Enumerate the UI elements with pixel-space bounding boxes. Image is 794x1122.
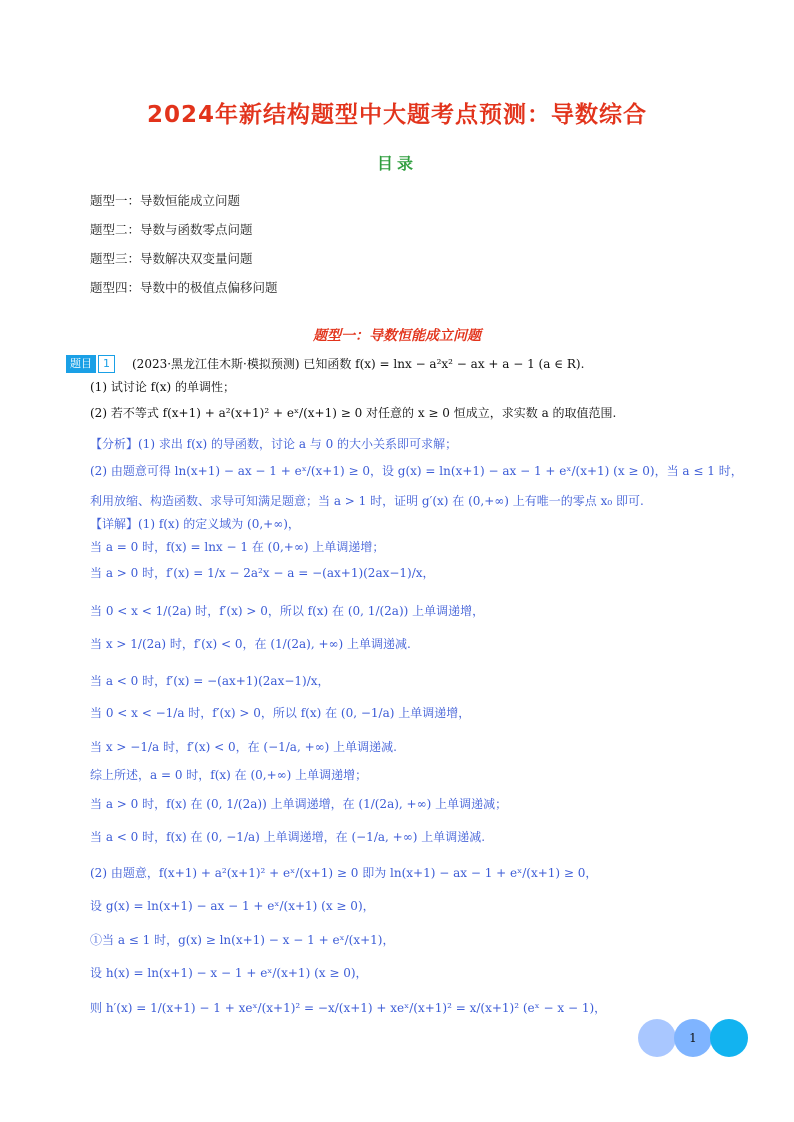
problem-badge-label: 题目: [66, 355, 96, 373]
toc-item-2[interactable]: 题型二：导数与函数零点问题: [90, 222, 253, 237]
solution-line: 设 h(x) = ln(x+1) − x − 1 + eˣ/(x+1) (x ≥ 0)，: [90, 966, 368, 980]
page-badge-circle: [638, 1019, 676, 1057]
solution-line: 则 h′(x) = 1/(x+1) − 1 + xeˣ/(x+1)² = −x/(x+1) + xeˣ/(x+1)² = x/(x+1)² (eˣ − x − 1)，: [90, 1001, 607, 1015]
solution-line: 当 0 < x < −1/a 时，f′(x) > 0，所以 f(x) 在 (0, −1/a) 上单调递增，: [90, 706, 471, 720]
solution-line: 利用放缩、构造函数、求导可知满足题意；当 a > 1 时，证明 g′(x) 在 (0,+∞) 上有唯一的零点 x₀ 即可.: [90, 494, 644, 508]
problem-intro: (2023·黑龙江佳木斯·模拟预测) 已知函数 f(x) = lnx − a²x² − ax + a − 1 (a ∈ R).: [132, 357, 585, 371]
solution-line: 当 a > 0 时，f′(x) = 1/x − 2a²x − a = −(ax+1)(2ax−1)/x，: [90, 566, 435, 580]
solution-line: 当 a > 0 时，f(x) 在 (0, 1/(2a)) 上单调递增，在 (1/(2a), +∞) 上单调递减；: [90, 797, 508, 811]
solution-line: 设 g(x) = ln(x+1) − ax − 1 + eˣ/(x+1) (x ≥ 0)，: [90, 899, 375, 913]
toc-item-3[interactable]: 题型三：导数解决双变量问题: [90, 251, 253, 266]
page-number-badge: [636, 1018, 751, 1058]
solution-line: 当 a < 0 时，f′(x) = −(ax+1)(2ax−1)/x，: [90, 674, 330, 688]
problem-badge: [66, 355, 115, 373]
toc-heading: 目录: [376, 154, 417, 173]
problem-part-2: (2) 若不等式 f(x+1) + a²(x+1)² + eˣ/(x+1) ≥ 0 对任意的 x ≥ 0 恒成立，求实数 a 的取值范围.: [90, 406, 617, 420]
solution-line: 【详解】(1) f(x) 的定义域为 (0,+∞)，: [90, 517, 300, 531]
solution-line: ①当 a ≤ 1 时，g(x) ≥ ln(x+1) − x − 1 + eˣ/(x+1)，: [90, 933, 395, 947]
solution-line: 当 x > 1/(2a) 时，f′(x) < 0，在 (1/(2a), +∞) 上单调递减.: [90, 637, 411, 651]
toc-item-1[interactable]: 题型一：导数恒能成立问题: [90, 193, 241, 208]
solution-line: 【分析】(1) 求出 f(x) 的导函数，讨论 a 与 0 的大小关系即可求解；: [90, 437, 458, 451]
problem-badge-number: 1: [98, 355, 115, 373]
page-badge-circle: [710, 1019, 748, 1057]
toc-item-4[interactable]: 题型四：导数中的极值点偏移问题: [90, 280, 278, 295]
solution-line: (2) 由题意可得 ln(x+1) − ax − 1 + eˣ/(x+1) ≥ 0，设 g(x) = ln(x+1) − ax − 1 + eˣ/(x+1) (x ≥ 0)，当 a ≤ 1 时，: [90, 464, 743, 478]
section-heading: 题型一：导数恒能成立问题: [313, 328, 481, 344]
problem-part-1: (1) 试讨论 f(x) 的单调性；: [90, 380, 236, 394]
solution-line: 当 0 < x < 1/(2a) 时，f′(x) > 0，所以 f(x) 在 (0, 1/(2a)) 上单调递增，: [90, 604, 485, 618]
document-title: 2024年新结构题型中大题考点预测：导数综合: [146, 102, 647, 128]
solution-line: (2) 由题意，f(x+1) + a²(x+1)² + eˣ/(x+1) ≥ 0 即为 ln(x+1) − ax − 1 + eˣ/(x+1) ≥ 0，: [90, 866, 598, 880]
page-number: 1: [689, 1031, 697, 1045]
solution-line: 当 a < 0 时，f(x) 在 (0, −1/a) 上单调递增，在 (−1/a, +∞) 上单调递减.: [90, 830, 486, 844]
solution-line: 当 a = 0 时，f(x) = lnx − 1 在 (0,+∞) 上单调递增；: [90, 540, 385, 554]
solution-line: 当 x > −1/a 时，f′(x) < 0，在 (−1/a, +∞) 上单调递减.: [90, 740, 397, 754]
solution-line: 综上所述，a = 0 时，f(x) 在 (0,+∞) 上单调递增；: [90, 768, 368, 782]
